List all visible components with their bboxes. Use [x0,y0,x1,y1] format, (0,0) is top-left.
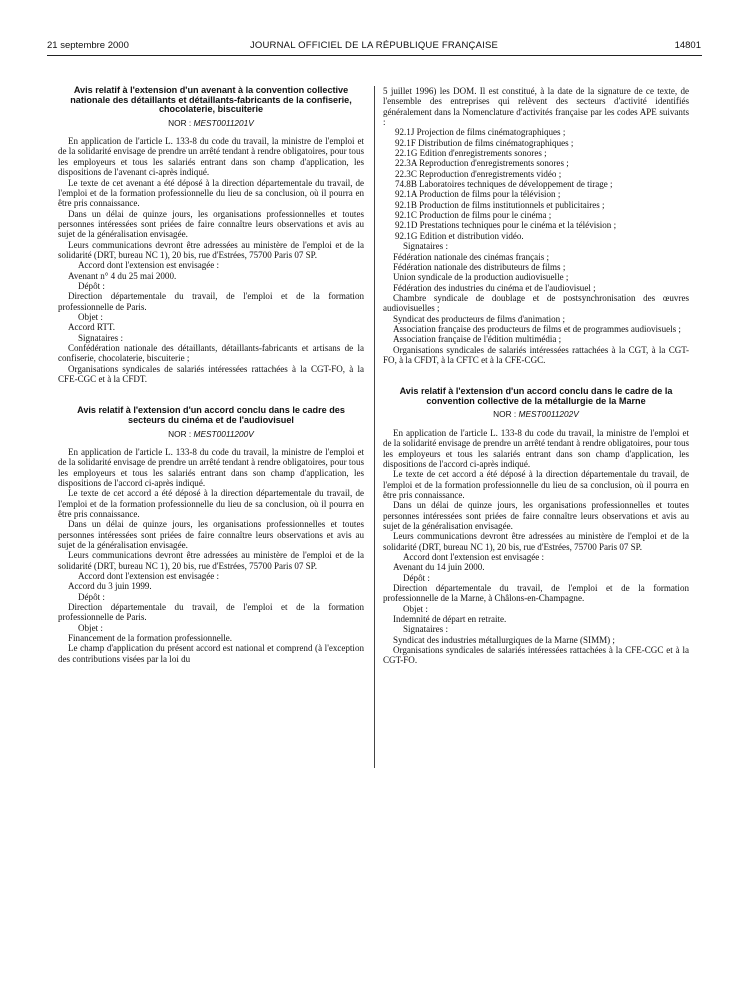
page-number: 14801 [674,40,701,51]
value-accord: Avenant du 14 juin 2000. [393,562,485,573]
signataire: Association française de l'édition multimédia ; [393,334,562,345]
label-depot: Dépôt : [78,280,105,291]
paragraph-champ: Le champ d'application du présent accord est national et comprend (à l'exception des contributions visées par la loi du [58,643,364,664]
signataire: Association française des producteurs de films et de programmes audiovisuels ; [393,323,681,334]
paragraph: En application de l'article L. 133-8 du code du travail, la ministre de l'emploi et de la solidarité envisage de prendre un arrêté tendant à rendre obligatoires, pour tous les employeurs et tous les salariés entrant dans son champ d'application, les dispositions de l'accord ci-après indiqué. [383,427,689,469]
label-depot: Dépôt : [403,572,430,583]
ape-code-item: 22.3A Reproduction d'enregistrements sonores ; [395,158,569,169]
paragraph: Leurs communications devront être adressées au ministère de l'emploi et de la solidarité (DRT, bureau NC 1), 20 bis, rue d'Estrées, 75700 Paris 07 SP. [383,531,689,552]
signataire: Syndicat des industries métallurgiques de la Marne (SIMM) ; [393,634,615,645]
signataire: Fédération nationale des cinémas français ; [393,251,549,262]
issue-date: 21 septembre 2000 [47,40,129,51]
notice-title: Avis relatif à l'extension d'un accord conclu dans le cadre de la convention collective de la métallurgie de la Marne [399,386,673,406]
ape-code-item: 74.8B Laboratoires techniques de développement de tirage ; [395,179,613,190]
label-objet: Objet : [78,622,103,633]
notice-confiserie [58,86,364,384]
nor-label: NOR : [493,409,517,420]
journal-title: JOURNAL OFFICIEL DE LA RÉPUBLIQUE FRANÇAISE [249,40,499,51]
value-depot: Direction départementale du travail, de l'emploi et de la formation professionnelle de la Marne, à Châlons-en-Champagne. [383,582,689,604]
ape-code-item: 22.1G Edition d'enregistrements sonores ; [395,148,547,159]
signataire: Organisations syndicales de salariés intéressées rattachées à la CFE-CGC et à la CGT-FO. [383,645,689,666]
ape-code-item: 92.1C Production de films pour le cinéma ; [395,210,552,221]
notice-title: Avis relatif à l'extension d'un avenant à la convention collective nationale des détaillants et détaillants-fabricants de la confiserie, chocolaterie, biscuiterie [70,85,352,115]
value-depot: Direction départementale du travail, de l'emploi et de la formation professionnelle de Paris. [58,291,364,312]
notice-cinema-continued [383,86,689,365]
label-objet: Objet : [78,311,103,322]
nor-code: MEST0011200V [193,428,254,439]
notice-title: Avis relatif à l'extension d'un accord conclu dans le cadre des secteurs du cinéma et de l'audiovisuel [77,405,345,425]
signataire: Union syndicale de la production audiovisuelle ; [393,272,569,283]
label-depot: Dépôt : [78,591,105,602]
nor-label: NOR : [168,117,192,128]
paragraph: Le texte de cet accord a été déposé à la direction départementale du travail, de l'emploi et de la formation professionnelle du lieu de sa conclusion, où il pourra en être pris connaissance. [58,488,364,519]
value-depot: Direction départementale du travail, de l'emploi et de la formation professionnelle de Paris. [58,602,364,623]
label-signataires: Signataires : [403,624,448,635]
label-accord: Accord dont l'extension est envisagée : [78,571,220,582]
value-accord: Accord du 3 juin 1999. [68,581,152,592]
nor-reference [383,409,689,419]
paragraph: En application de l'article L. 133-8 du code du travail, la ministre de l'emploi et de la solidarité envisage de prendre un arrêté tendant à rendre obligatoires, pour tous les employeurs et tous les salariés entrant dans son champ d'application, les dispositions de l'accord ci-après indiqué. [58,446,364,488]
nor-label: NOR : [168,428,192,439]
ape-code-item: 92.1G Edition et distribution vidéo. [395,230,524,241]
signataire: Organisations syndicales de salariés intéressées rattachées à la CGT, à la CGT-FO, à la CFDT, à la CFTC et à la CFE-CGC. [383,344,689,365]
left-column [58,86,364,664]
value-objet: Accord RTT. [68,322,116,333]
ape-code-item: 92.1J Projection de films cinématographiques ; [395,127,566,138]
signataire: Chambre syndicale de doublage et de postsynchronisation des œuvres audiovisuelles ; [383,292,689,314]
signataire: Fédération des industries du cinéma et de l'audiovisuel ; [393,282,596,293]
right-column [383,86,689,666]
value-objet: Financement de la formation professionnelle. [68,633,233,644]
ape-code-item: 92.1B Production de films institutionnels et publicitaires ; [395,199,605,210]
value-accord: Avenant n° 4 du 25 mai 2000. [68,270,177,281]
label-signataires: Signataires : [403,241,448,252]
paragraph: Leurs communications devront être adressées au ministère de l'emploi et de la solidarité (DRT, bureau NC 1), 20 bis, rue d'Estrées, 75700 Paris 07 SP. [58,239,364,260]
paragraph-champ-continued: 5 juillet 1996) les DOM. Il est constitué, à la date de la signature de ce texte, de l'ensemble des entreprises qui relèvent des secteurs d'activité identifiés généralement dans la Nomenclature d'activités française par les codes APE suivants : [383,86,689,128]
label-objet: Objet : [403,603,428,614]
paragraph: Dans un délai de quinze jours, les organisations professionnelles et toutes personnes intéressées sont priées de faire connaître leurs observations et avis au sujet de la généralisation envisagée. [58,208,364,240]
nor-reference [58,118,364,128]
column-divider [374,86,375,768]
paragraph: Dans un délai de quinze jours, les organisations professionnelles et toutes personnes intéressées sont priées de faire connaître leurs observations et avis au sujet de la généralisation envisagée. [383,500,689,531]
label-accord: Accord dont l'extension est envisagée : [78,260,220,271]
label-signataires: Signataires : [78,332,123,343]
nor-code: MEST0011201V [193,117,254,128]
paragraph: Le texte de cet avenant a été déposé à la direction départementale du travail, de l'emploi et de la formation professionnelle du lieu de sa conclusion, où il pourra en être pris connaissance. [58,177,364,209]
signataires-list [383,252,689,366]
signataire: Syndicat des producteurs de films d'animation ; [393,313,565,324]
ape-code-item: 92.1D Prestations techniques pour le cinéma et la télévision ; [395,220,617,231]
notice-cinema [58,406,364,664]
ape-code-item: 22.3C Reproduction d'enregistrements vidéo ; [395,168,562,179]
header-rule [47,55,702,56]
ape-code-item: 92.1A Production de films pour la télévision ; [395,189,561,200]
nor-reference [58,429,364,439]
paragraph: Dans un délai de quinze jours, les organisations professionnelles et toutes personnes intéressées sont priées de faire connaître leurs observations et avis au sujet de la généralisation envisagée. [58,519,364,550]
ape-code-item: 92.1F Distribution de films cinématographiques ; [395,137,574,148]
label-accord: Accord dont l'extension est envisagée : [403,551,545,562]
signataire: Fédération nationale des distributeurs de films ; [393,261,566,272]
paragraph: Le texte de cet accord a été déposé à la direction départementale du travail, de l'emploi et de la formation professionnelle du lieu de sa conclusion, où il pourra en être pris connaissance. [383,469,689,500]
nor-code: MEST0011202V [518,409,579,420]
signataire: Confédération nationale des détaillants, détaillants-fabricants et artisans de la confiserie, chocolaterie, biscuiterie ; [58,343,364,364]
paragraph: En application de l'article L. 133-8 du code du travail, la ministre de l'emploi et de la solidarité envisage de prendre un arrêté tendant à rendre obligatoires, pour tous les employeurs et tous les salariés entrant dans son champ d'application, les dispositions de l'avenant ci-après indiqué. [58,136,364,178]
notice-metallurgie-marne [383,387,689,665]
signataire: Organisations syndicales de salariés intéressées rattachées à la CGT-FO, à la CFE-CGC et à la CFDT. [58,363,364,385]
paragraph: Leurs communications devront être adressées au ministère de l'emploi et de la solidarité (DRT, bureau NC 1), 20 bis, rue d'Estrées, 75700 Paris 07 SP. [58,550,364,571]
value-objet: Indemnité de départ en retraite. [393,614,507,624]
ape-code-list [383,127,689,241]
